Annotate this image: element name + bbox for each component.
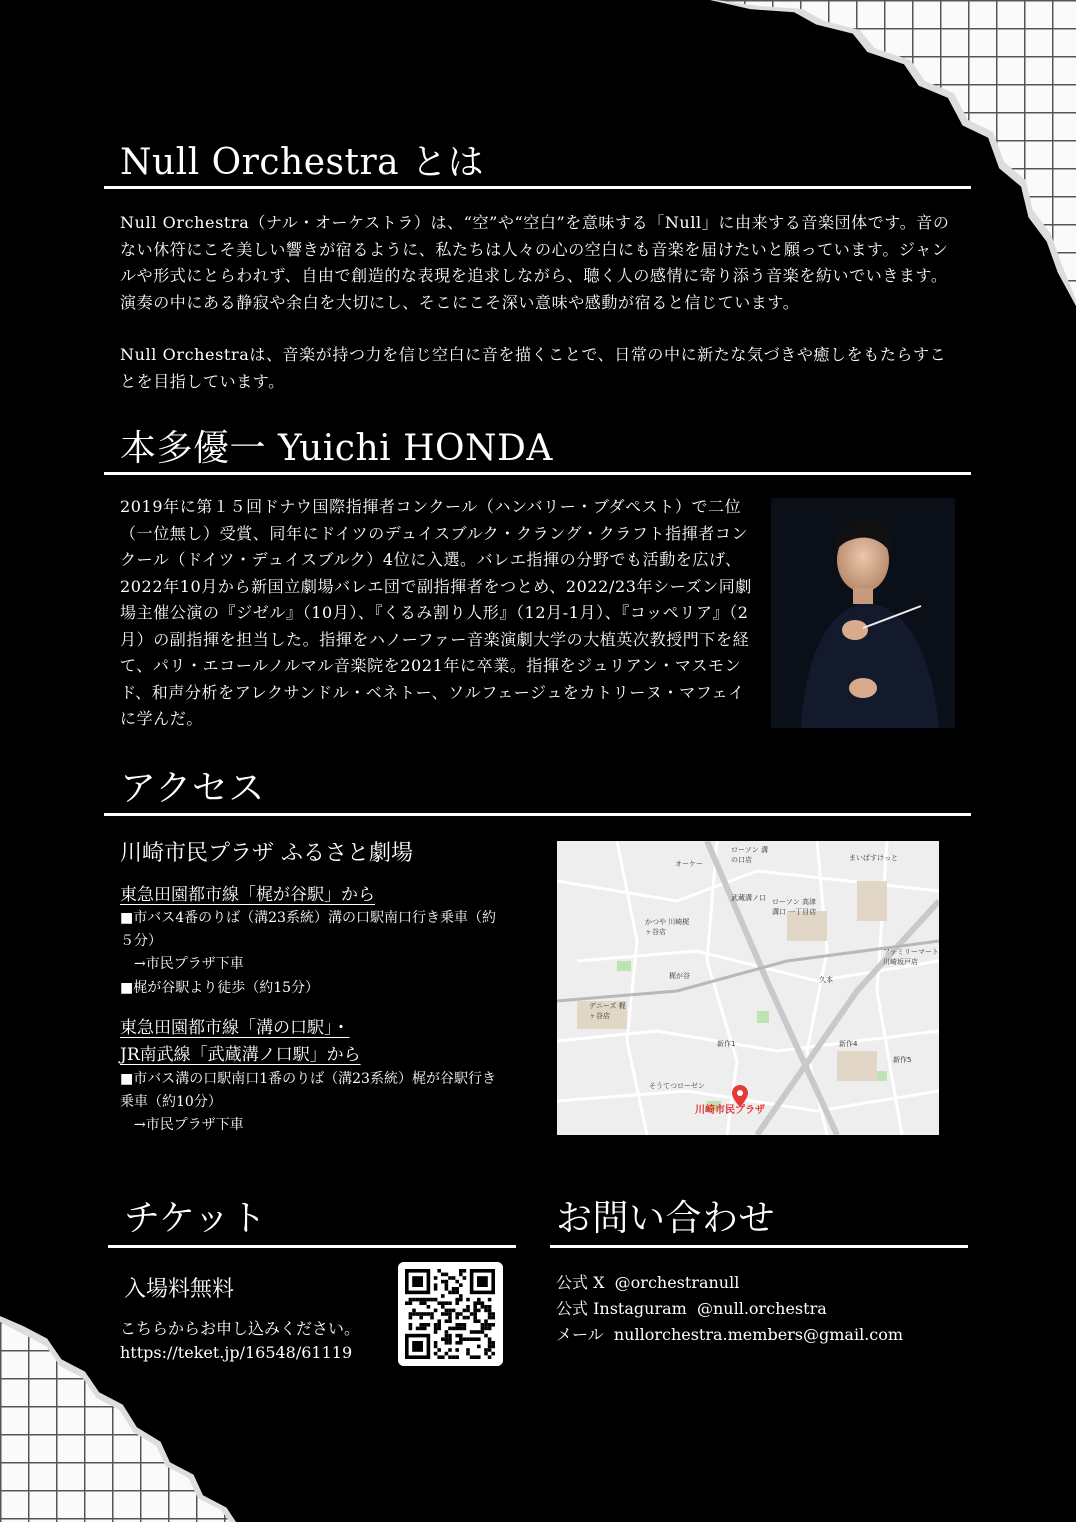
conductor-photo <box>771 498 955 728</box>
contact-divider <box>550 1245 968 1248</box>
contact-instagram-handle[interactable]: @null.orchestra <box>696 1299 827 1318</box>
contact-x-row <box>556 1270 903 1296</box>
access-divider <box>104 813 971 816</box>
map-label: 梶が谷 <box>669 972 690 980</box>
route2-title-b: JR南武線「武蔵溝ノ口駅」から <box>120 1045 361 1065</box>
ticket-price: 入場料無料 <box>124 1277 235 1302</box>
conductor-bio: 2019年に第１５回ドナウ国際指揮者コンクール（ハンバリー・ブダペスト）で二位（一位無し）受賞、同年にドイツのデュイスブルク・クラング・クラフト指揮者コンクール（ドイツ・デュイスブルク）4位に入選。バレエ指揮の分野でも活動を広げ、2022年10月から新国立劇場バレエ団で副指揮者をつとめ、2022/23年シーズン同劇場主催公演の『ジゼル』（10月）、『くるみ割り人形』（12月-1月）、『コッペリア』（2月）の副指揮を担当した。指揮をハノーファー音楽演劇大学の大植英次教授門下を経て、パリ・エコールノルマル音楽院を2021年に卒業。指揮をジュリアン・マスモンド、和声分析をアレクサンドル・ベネトー、ソルフェージュをカトリーヌ・マフェイに学んだ。 <box>120 497 752 728</box>
map-label: オーケー <box>675 860 703 868</box>
ticket-divider <box>108 1245 516 1248</box>
contact-x-label: 公式 X <box>556 1273 605 1292</box>
contact-x-handle[interactable]: @orchestranull <box>614 1273 740 1292</box>
about-divider <box>104 186 971 189</box>
map-label: ローソン 高津溝口 一丁目店 <box>772 898 817 916</box>
contact-instagram-row <box>556 1296 903 1322</box>
route2-title-a: 東急田園都市線「溝の口駅」・ <box>120 1018 350 1038</box>
contact-instagram-label: 公式 Instaguram <box>556 1299 687 1318</box>
route2-line2: →市民プラザ下車 <box>134 1117 244 1133</box>
route1-line3: ■梶が谷駅より徒歩（約15分） <box>120 980 320 996</box>
map-label: 新作1 <box>717 1040 736 1048</box>
map-label: そうてつローゼン <box>649 1082 705 1090</box>
map-label: 武蔵溝ノ口 <box>731 894 766 902</box>
contact-mail-address[interactable]: nullorchestra.members@gmail.com <box>613 1325 904 1344</box>
map-label: まいばすけっと <box>849 854 898 862</box>
ticket-heading: チケット <box>124 1198 267 1239</box>
map-label: かつや 川崎梶ヶ谷店 <box>645 918 690 936</box>
access-map <box>557 841 939 1135</box>
contact-mail-label: メール <box>556 1325 604 1344</box>
map-label: デニーズ 梶ヶ谷店 <box>589 1002 626 1020</box>
about-paragraph-1: Null Orchestra（ナル・オーケストラ）は、“空”や“空白”を意味する「Null」に由来する音楽団体です。音のない休符にこそ美しい響きが宿るように、私たちは人々の心の空白にも音楽を届けたいと願っています。ジャンルや形式にとらわれず、自由で創造的な表現を追求しながら、聴く人の感情に寄り添う音楽を紡いでいきます。演奏の中にある静寂や余白を大切にし、そこにこそ深い意味や感動が宿ると信じています。 <box>120 213 950 312</box>
map-label: ローソン 溝の口店 <box>731 846 768 864</box>
about-heading: Null Orchestra とは <box>120 142 485 183</box>
conductor-divider <box>104 472 971 475</box>
access-heading: アクセス <box>120 768 265 809</box>
route1-title: 東急田園都市線「梶が谷駅」から <box>120 885 375 905</box>
ticket-qr-code[interactable] <box>398 1262 503 1366</box>
ticket-note: こちらからお申し込みください。 <box>120 1319 361 1338</box>
map-label: 新作5 <box>893 1056 912 1064</box>
route1-line1: ■市バス4番のりば（溝23系統）溝の口駅南口行き乗車（約５分） <box>120 910 496 949</box>
contact-mail-row <box>556 1322 903 1348</box>
ticket-url-link[interactable]: https://teket.jp/16548/61119 <box>120 1343 353 1362</box>
venue-name: 川崎市民プラザ ふるさと劇場 <box>120 841 413 866</box>
conductor-heading: 本多優一 Yuichi HONDA <box>120 428 553 469</box>
about-paragraph-2: Null Orchestraは、音楽が持つ力を信じ空白に音を描くことで、日常の中に新たな気づきや癒しをもたらすことを目指しています。 <box>120 345 947 391</box>
map-label: ファミリーマート 川崎坂戸店 <box>883 948 939 966</box>
map-pin-label: 川崎市民プラザ <box>695 1105 765 1116</box>
map-label: 新作4 <box>839 1040 858 1048</box>
map-label: 久本 <box>819 976 833 984</box>
route2-line1: ■市バス溝の口駅南口1番のりば（溝23系統）梶が谷駅行き乗車（約10分） <box>120 1071 496 1110</box>
route1-line2: →市民プラザ下車 <box>134 956 244 972</box>
contact-heading: お問い合わせ <box>556 1198 776 1239</box>
